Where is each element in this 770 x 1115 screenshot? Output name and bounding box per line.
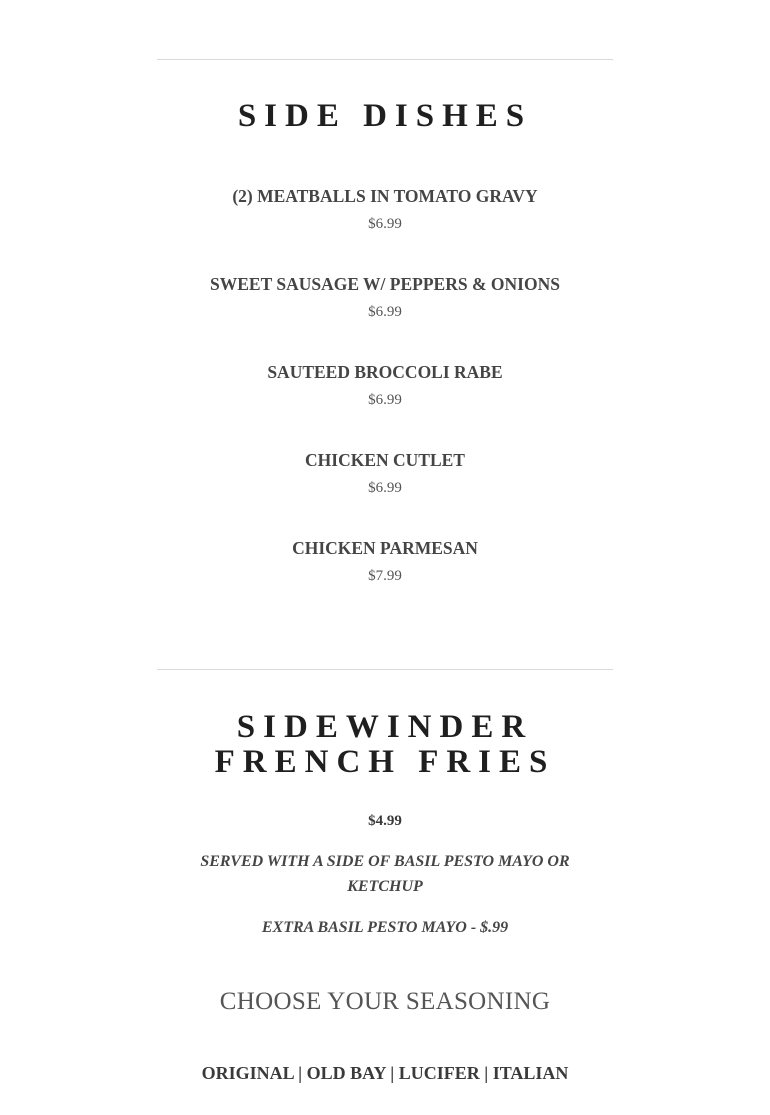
menu-item-name: SAUTEED BROCCOLI RABE xyxy=(267,362,503,382)
menu-item xyxy=(0,361,770,410)
menu-item-name: CHICKEN PARMESAN xyxy=(292,538,478,558)
fries-extra-sauce: EXTRA BASIL PESTO MAYO - $.99 xyxy=(261,919,509,936)
menu-item-price: $6.99 xyxy=(368,392,402,408)
menu-item-name: SWEET SAUSAGE W/ PEPPERS & ONIONS xyxy=(210,274,560,294)
menu-item-price: $6.99 xyxy=(368,216,402,232)
menu-item-price: $6.99 xyxy=(368,304,402,320)
fries-served-with: SERVED WITH A SIDE OF BASIL PESTO MAYO OR KETCHUP xyxy=(200,853,570,895)
section-divider-top xyxy=(157,59,613,60)
fries-price: $4.99 xyxy=(368,813,402,829)
menu-item xyxy=(0,537,770,586)
menu-item-name: (2) MEATBALLS IN TOMATO GRAVY xyxy=(232,186,538,206)
menu-item xyxy=(0,449,770,498)
fries-title-line2: FRENCH FRIES xyxy=(214,744,556,780)
menu-item xyxy=(0,273,770,322)
seasoning-options: ORIGINAL | OLD BAY | LUCIFER | ITALIAN xyxy=(201,1063,569,1083)
menu-item xyxy=(0,185,770,234)
menu-item-price: $7.99 xyxy=(368,568,402,584)
menu-item-price: $6.99 xyxy=(368,480,402,496)
seasoning-heading: CHOOSE YOUR SEASONING xyxy=(219,988,551,1015)
section-divider xyxy=(157,669,613,670)
menu-item-name: CHICKEN CUTLET xyxy=(305,450,465,470)
fries-title-line1: SIDEWINDER xyxy=(236,709,534,745)
side-dishes-title: SIDE DISHES xyxy=(237,98,533,134)
